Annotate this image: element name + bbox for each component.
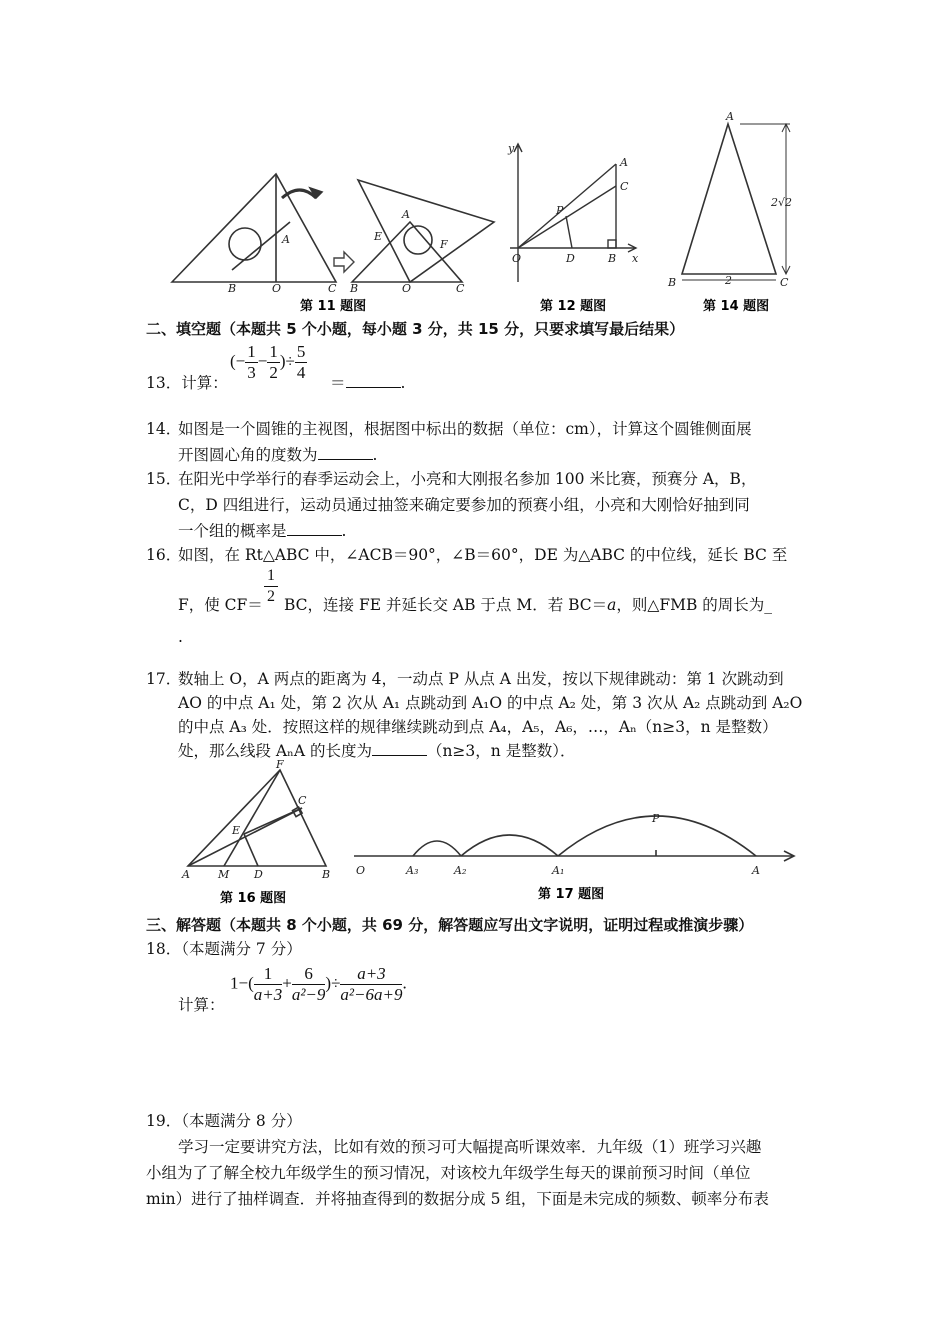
- fig12-label-x: x: [632, 252, 639, 265]
- fig17-label-a3: A₃: [406, 864, 419, 877]
- fig14-height-label: 2√2: [771, 196, 793, 209]
- q19-line3: min）进行了抽样调查．并将抽查得到的数据分成 5 组，下面是未完成的频数、顿率分布表: [146, 1190, 769, 1208]
- fig12-label-o: O: [512, 252, 522, 265]
- fig16-label-m: M: [218, 868, 230, 881]
- q17-line4: 处，那么线段 AₙA 的长度为 （n≥3，n 是整数）．: [178, 742, 576, 760]
- q15-line3: 一个组的概率是 .: [178, 522, 347, 540]
- fig16-label-f: F: [276, 758, 284, 771]
- q19-score: （本题满分 8 分）: [181, 1112, 302, 1130]
- q18-frac2: $\frac{6}{\text{a²−9}}$: [291, 964, 326, 1004]
- q16-line2: F，使 CF＝: [178, 596, 263, 614]
- fig16-label-a: A: [182, 868, 190, 881]
- q13-div: )÷: [279, 351, 295, 371]
- fig14-caption: 第 14 题图: [703, 299, 770, 314]
- fig11-label-f: F: [440, 238, 448, 251]
- q13-minus: −: [257, 351, 268, 371]
- q18-formula: 1−( $\frac{1}{a+3}$ + $\frac{6}{\text{a²−9}}$ )÷ $\frac{a+3}{\text{a²−6a+9}}$ .: [230, 964, 407, 1004]
- fig14-label-a: A: [726, 110, 734, 123]
- q17-line3: 的中点 A₃ 处．按照这样的规律继续跳动到点 A₄，A₅，A₆，…，Aₙ（n≥3，n 是整数）: [178, 718, 778, 736]
- q14-line1: 如图是一个圆锥的主视图，根据图中标出的数据（单位：cm），计算这个圆锥侧面展: [178, 420, 752, 438]
- q16-line2-rest: BC，连接 FE 并延长交 AB 于点 M．若 BC＝a，则△FMB 的周长为_: [284, 596, 773, 614]
- fig12-label-c: C: [620, 180, 629, 193]
- fig17-label-p: P: [652, 812, 660, 825]
- fig17-number-line: [354, 816, 794, 861]
- q15-line2: C，D 四组进行，运动员通过抽签来确定要参加的预赛小组，小亮和大刚恰好抽到同: [178, 496, 750, 514]
- section2-title: 二、填空题（本题共 5 个小题，每小题 3 分，共 15 分，只要求填写最后结果）: [146, 320, 685, 338]
- q13-frac2: $\frac{1}{2}$: [269, 342, 278, 382]
- fig11-label-e: E: [374, 230, 383, 243]
- q14-num: 14．: [146, 420, 182, 438]
- q18-prefix: 计算：: [178, 996, 225, 1014]
- fig16-label-e: E: [232, 824, 241, 837]
- q17-line2: AO 的中点 A₁ 处，第 2 次从 A₁ 点跳动到 A₁O 的中点 A₂ 处，第 3 次从 A₂ 点跳动到 A₂O: [178, 694, 803, 712]
- fig17-label-a: A: [752, 864, 760, 877]
- q15-line1: 在阳光中学举行的春季运动会上，小亮和大刚报名参加 100 米比赛，预赛分 A，B，: [178, 470, 757, 488]
- q18-num: 18．: [146, 940, 182, 958]
- q18-header: [146, 938, 302, 960]
- fig17-caption: 第 17 题图: [538, 887, 605, 902]
- fig11-label-a1: A: [282, 233, 290, 246]
- q16-num: 16．: [146, 546, 182, 564]
- q13-frac3: $\frac{5}{4}$: [296, 342, 306, 382]
- fig11-label-o1: O: [272, 282, 282, 295]
- fig11-caption: 第 11 题图: [300, 299, 367, 314]
- fig14-label-b: B: [668, 276, 677, 289]
- q15-num: 15．: [146, 470, 182, 488]
- fig12-caption: 第 12 题图: [540, 299, 607, 314]
- fig16-label-c: C: [298, 794, 307, 807]
- q17-line1: 数轴上 O，A 两点的距离为 4，一动点 P 从点 A 出发，按以下规律跳动：第 1 次跳动到: [178, 670, 784, 688]
- fig17-label-a1: A₁: [552, 864, 565, 877]
- q14-line2: 开图圆心角的度数为 .: [178, 446, 378, 464]
- fig11-label-a2: A: [402, 208, 410, 221]
- q18-frac1: $\frac{1}{a+3}$: [253, 964, 283, 1004]
- fig17-label-a2: A₂: [454, 864, 467, 877]
- fig11-label-b1: B: [228, 282, 237, 295]
- fig12-label-y: y: [508, 142, 515, 155]
- fig16-caption: 第 16 题图: [220, 891, 287, 906]
- fig12-label-b: B: [608, 252, 617, 265]
- q16-line1: 如图，在 Rt△ABC 中，∠ACB＝90°，∠B＝60°，DE 为△ABC 的中位线，延长 BC 至: [178, 546, 788, 564]
- fig11-label-c1: C: [328, 282, 337, 295]
- q19-line1: 学习一定要讲究方法，比如有效的预习可大幅提高听课效率．九年级（1）班学习兴趣: [178, 1138, 762, 1156]
- fig14-base-label: 2: [725, 274, 732, 287]
- fig16-label-d: D: [254, 868, 263, 881]
- q13-num: 13．: [146, 374, 182, 392]
- fig14-label-c: C: [780, 276, 789, 289]
- q19-line2: 小组为了了解全校九年级学生的预习情况，对该校九年级学生每天的课前预习时间（单位: [146, 1164, 751, 1182]
- q18-frac3: $\frac{a+3}{\text{a²−6a+9}}$: [340, 964, 403, 1004]
- section3-title: 三、解答题（本题共 8 个小题，共 69 分，解答题应写出文字说明，证明过程或推演步骤）: [146, 916, 754, 934]
- q13-prefix: 计算：: [181, 374, 228, 392]
- q19-header: [146, 1110, 302, 1132]
- q17-num: 17．: [146, 670, 182, 688]
- fig17-label-o: O: [356, 864, 366, 877]
- fig11-label-o2: O: [402, 282, 412, 295]
- q18-score: （本题满分 7 分）: [181, 940, 302, 958]
- fig11-label-b2: B: [350, 282, 359, 295]
- q13-frac1: $\frac{1}{3}$: [247, 342, 256, 382]
- q13-answer: ＝ .: [330, 374, 406, 392]
- q13-open: (−: [230, 351, 246, 371]
- fig12-label-p: P: [556, 204, 564, 217]
- q16-line3: .: [178, 628, 183, 646]
- q16-fraction: $\frac{1}{2}$: [264, 566, 278, 607]
- fig12-label-a: A: [620, 156, 628, 169]
- fig16-label-b: B: [322, 868, 331, 881]
- fig16-triangle: [188, 770, 326, 866]
- q19-num: 19．: [146, 1112, 182, 1130]
- fig12-label-d: D: [566, 252, 575, 265]
- fig11-label-c2: C: [456, 282, 465, 295]
